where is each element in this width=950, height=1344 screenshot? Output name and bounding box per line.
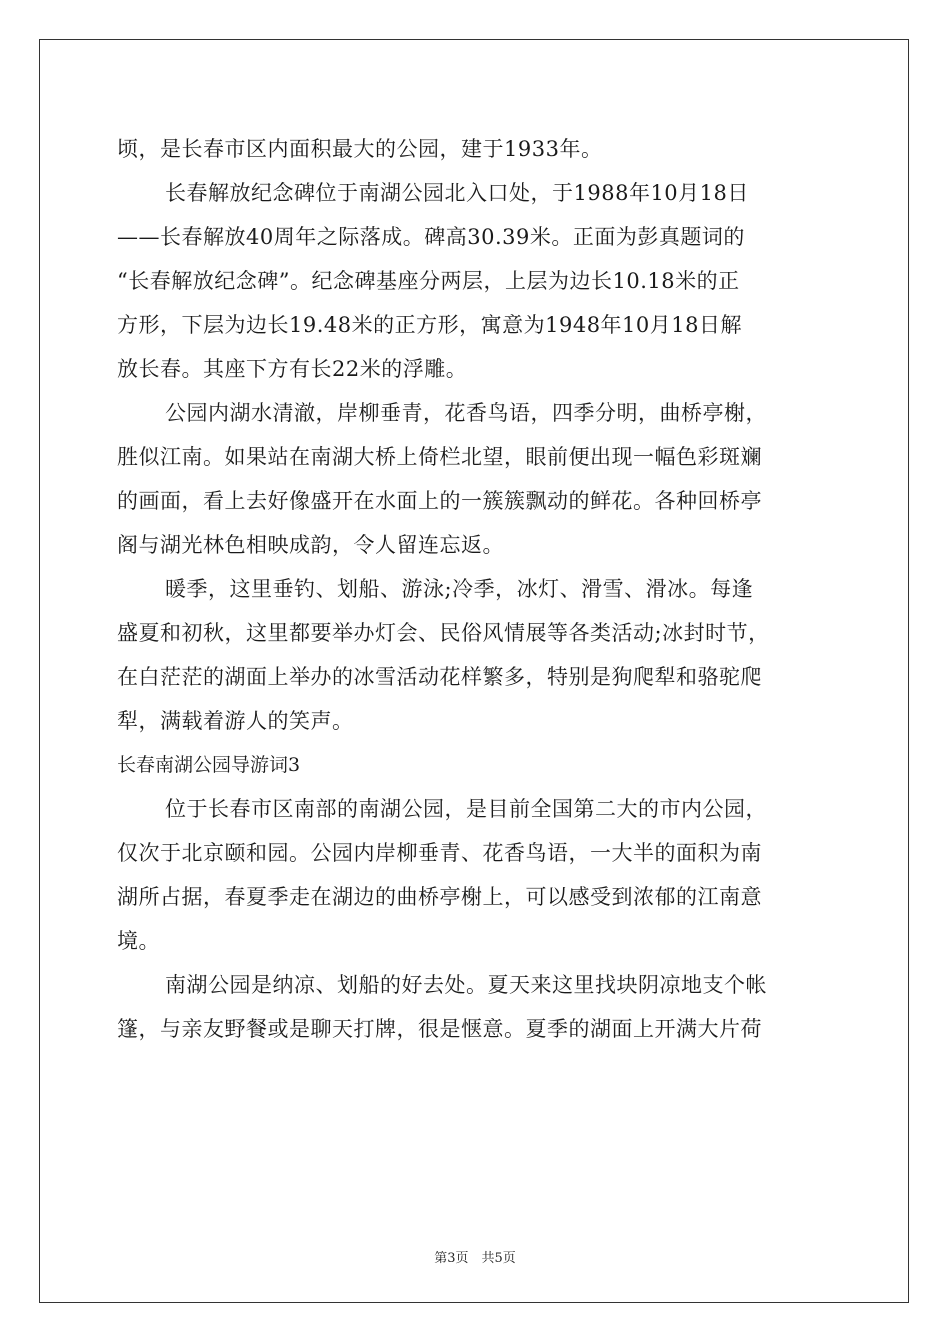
section-heading: 长春南湖公园导游词3 [117, 754, 301, 776]
text-line: “长春解放纪念碑”。纪念碑基座分两层，上层为边长10.18米的正 [117, 269, 740, 293]
text-line: 的画面，看上去好像盛开在水面上的一簇簇飘动的鲜花。各种回桥亭 [117, 489, 762, 513]
text-line: 篷，与亲友野餐或是聊天打牌，很是惬意。夏季的湖面上开满大片荷 [117, 1017, 762, 1041]
text-line: 在白茫茫的湖面上举办的冰雪活动花样繁多，特别是狗爬犁和骆驼爬 [117, 665, 762, 689]
page-number-footer: 第3页 共5页 [434, 1251, 516, 1266]
document-body [117, 127, 833, 1051]
text-line: 境。 [117, 929, 160, 953]
text-line: 阁与湖光林色相映成韵，令人留连忘返。 [117, 533, 504, 557]
text-line: 盛夏和初秋，这里都要举办灯会、民俗风情展等各类活动;冰封时节， [117, 621, 770, 645]
text-line: 湖所占据，春夏季走在湖边的曲桥亭榭上，可以感受到浓郁的江南意 [117, 885, 762, 909]
text-line: 长春解放纪念碑位于南湖公园北入口处，于1988年10月18日 [165, 181, 749, 205]
text-line: 仅次于北京颐和园。公园内岸柳垂青、花香鸟语，一大半的面积为南 [117, 841, 762, 865]
text-line: 南湖公园是纳凉、划船的好去处。夏天来这里找块阴凉地支个帐 [165, 973, 767, 997]
text-line: 放长春。其座下方有长22米的浮雕。 [117, 357, 468, 381]
text-line: 顷，是长春市区内面积最大的公园，建于1933年。 [117, 137, 603, 161]
text-line: 胜似江南。如果站在南湖大桥上倚栏北望，眼前便出现一幅色彩斑斓 [117, 445, 762, 469]
text-line: ——长春解放40周年之际落成。碑高30.39米。正面为彭真题词的 [117, 225, 745, 249]
text-line: 位于长春市区南部的南湖公园，是目前全国第二大的市内公园， [165, 797, 767, 821]
text-line: 公园内湖水清澈，岸柳垂青，花香鸟语，四季分明，曲桥亭榭， [165, 401, 767, 425]
text-line: 暖季，这里垂钓、划船、游泳;冷季，冰灯、滑雪、滑冰。每逢 [165, 577, 754, 601]
text-line: 方形，下层为边长19.48米的正方形，寓意为1948年10月18日解 [117, 313, 743, 337]
text-line: 犁，满载着游人的笑声。 [117, 709, 354, 733]
